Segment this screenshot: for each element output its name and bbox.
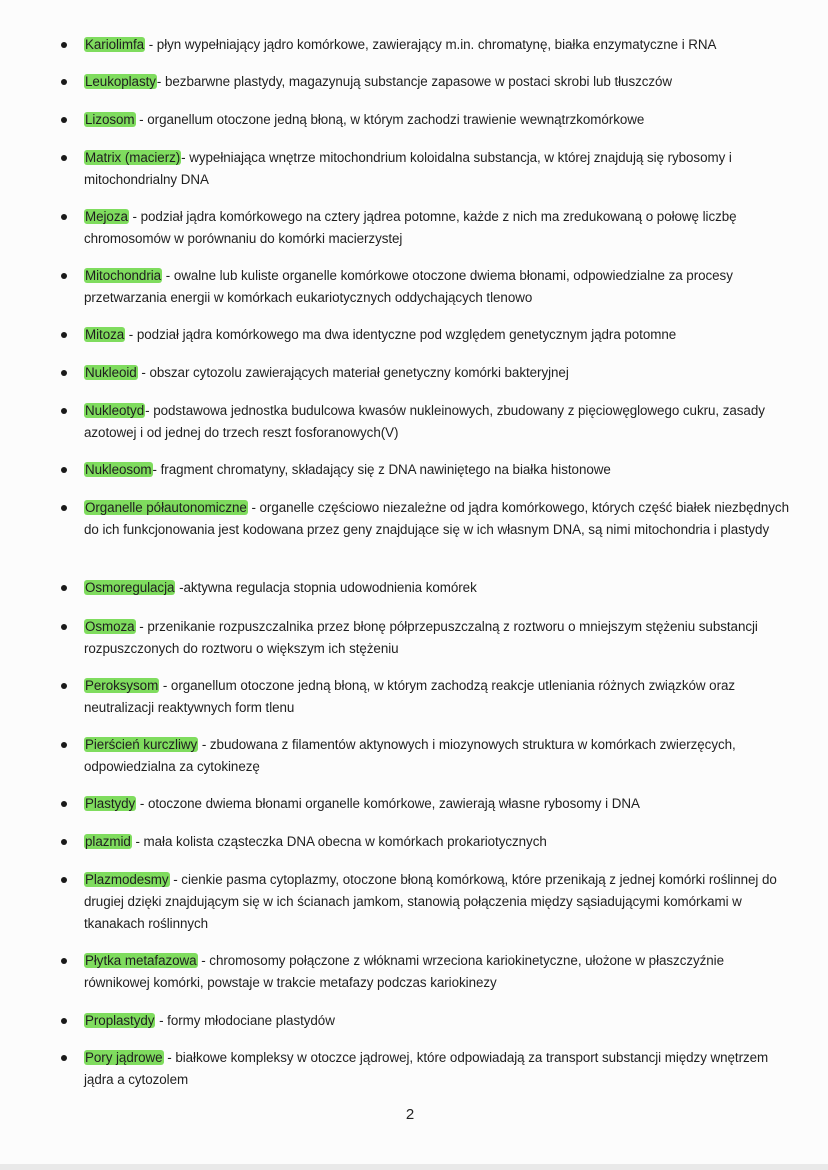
glossary-entry-nukleoid	[84, 362, 789, 384]
glossary-entry-proplastydy	[84, 1010, 789, 1032]
term-highlight: Mejoza	[85, 209, 128, 224]
separator: -	[247, 500, 260, 515]
separator: -	[145, 37, 157, 52]
separator: -	[162, 268, 174, 283]
glossary-entry-osmoregulacja	[84, 577, 789, 599]
term-highlight: Nukleotyd	[85, 403, 145, 418]
separator: -	[197, 953, 210, 968]
term-highlight: Nukleoid	[85, 365, 137, 380]
glossary-entry-mitoza	[84, 324, 789, 346]
term-highlight: Pierścień kurczliwy	[85, 737, 198, 752]
term-highlight: Płytka metafazowa	[85, 953, 197, 968]
definition: organelle częściowo niezależne od jądra komórkowego, których część białek niezbędnych do ich funkcjonowania jest kodowana przez geny znajdujące się w ich własnym DNA, są nimi mitochondria i plastydy	[84, 500, 789, 537]
term-highlight: Osmoza	[85, 619, 135, 634]
glossary-entry-peroksysom	[84, 675, 789, 719]
definition: aktywna regulacja stopnia udowodnienia komórek	[183, 580, 477, 595]
glossary-entry-pierscien-kurczliwy	[84, 734, 789, 778]
definition: otoczone dwiema błonami organelle komórkowe, zawierają własne rybosomy i DNA	[147, 796, 640, 811]
term-highlight: Plazmodesmy	[85, 872, 169, 887]
separator: -	[169, 872, 182, 887]
glossary-entry-plazmodesmy	[84, 869, 789, 935]
separator: -	[198, 737, 210, 752]
glossary-entry-pory-jadrowe	[84, 1047, 789, 1091]
separator: -	[136, 796, 148, 811]
definition: obszar cytozolu zawierających materiał genetyczny komórki bakteryjnej	[149, 365, 569, 380]
glossary-entry-mitochondria	[84, 265, 789, 309]
glossary-entry-organelle-polautonomiczne	[84, 497, 789, 541]
term-highlight: Osmoregulacja	[85, 580, 175, 595]
term-highlight: Mitoza	[85, 327, 125, 342]
term-highlight: Proplastydy	[85, 1013, 155, 1028]
glossary-entry-lizosom	[84, 109, 789, 131]
term-highlight: Lizosom	[85, 112, 135, 127]
term-highlight: Nukleosom	[85, 462, 152, 477]
definition: podstawowa jednostka budulcowa kwasów nukleinowych, zbudowany z pięciowęglowego cukru, zasady azotowej i od jednej do trzech reszt fosforanowych(V)	[84, 403, 765, 440]
definition: cienkie pasma cytoplazmy, otoczone błoną komórkową, które przenikają z jednej komórki roślinnej do drugiej dzięki znajdującym się w ich ścianach jamkom, stanowią połączenia między sąsiadującymi komórkami w tkanakach roślinnych	[84, 872, 777, 931]
scan-edge	[0, 1164, 828, 1170]
separator: -	[131, 834, 144, 849]
separator: -	[181, 150, 190, 165]
definition: przenikanie rozpuszczalnika przez błonę półprzepuszczalną z roztworu o mniejszym stężeniu substancji rozpuszczonych do roztworu o większym ich stężeniu	[84, 619, 758, 656]
definition: podział jądra komórkowego ma dwa identyczne pod względem genetycznym jądra potomne	[136, 327, 677, 342]
glossary-entry-osmoza	[84, 616, 789, 660]
separator: -	[163, 1050, 176, 1065]
glossary-entry-nukleosom	[84, 459, 789, 481]
glossary-entry-mejoza	[84, 206, 789, 250]
glossary-entry-matrix	[84, 147, 789, 191]
separator: -	[152, 462, 161, 477]
definition: chromosomy połączone z włóknami wrzeciona kariokinetyczne, ułożone w płaszczyźnie równikowej komórki, powstaje w trakcie metafazy podczas kariokinezy	[84, 953, 724, 990]
glossary-entry-leukoplasty	[84, 71, 789, 93]
separator: -	[135, 619, 148, 634]
definition: podział jądra komórkowego na cztery jądrea potomne, każde z nich ma zredukowaną o połowę liczbę chromosomów w porównaniu do komórki macierzystej	[84, 209, 737, 246]
definition: bezbarwne plastydy, magazynują substancje zapasowe w postaci skrobi lub tłuszczów	[165, 74, 673, 89]
separator: -	[159, 678, 171, 693]
term-highlight: Matrix (macierz)	[85, 150, 181, 165]
definition: wypełniająca wnętrze mitochondrium koloidalna substancja, w której znajdują się rybosomy i mitochondrialny DNA	[84, 150, 732, 187]
term-highlight: Leukoplasty	[85, 74, 156, 89]
definition: organellum otoczone jedną błoną, w którym zachodzi trawienie wewnątrzkomórkowe	[147, 112, 645, 127]
separator: -	[155, 1013, 168, 1028]
definition: płyn wypełniający jądro komórkowe, zawierający m.in. chromatynę, białka enzymatyczne i RNA	[156, 37, 717, 52]
definition: organellum otoczone jedną błoną, w którym zachodzą reakcje utleniania różnych związków oraz neutralizacji reaktywnych form tlenu	[84, 678, 736, 715]
separator: -	[145, 403, 154, 418]
definition: zbudowana z filamentów aktynowych i miozynowych struktura w komórkach zwierzęcych, odpowiedzialna za cytokinezę	[84, 737, 736, 774]
separator: -	[135, 112, 148, 127]
term-highlight: Kariolimfa	[85, 37, 145, 52]
separator: -	[175, 580, 184, 595]
definition: formy młodociane plastydów	[167, 1013, 335, 1028]
term-highlight: Plastydy	[85, 796, 136, 811]
definition: fragment chromatyny, składający się z DNA nawiniętego na białka histonowe	[160, 462, 611, 477]
term-highlight: Peroksysom	[85, 678, 159, 693]
definition: białkowe kompleksy w otoczce jądrowej, które odpowiadają za transport substancji między wnętrzem jądra a cytozolem	[84, 1050, 769, 1087]
separator: -	[156, 74, 166, 89]
glossary-entry-plazmid	[84, 831, 789, 853]
definition: mała kolista cząsteczka DNA obecna w komórkach prokariotycznych	[143, 834, 547, 849]
term-highlight: Mitochondria	[85, 268, 162, 283]
glossary-entry-nukleotyd	[84, 400, 789, 444]
separator: -	[125, 327, 137, 342]
page-number: 2	[405, 1106, 415, 1123]
glossary-entry-kariolimfa	[84, 34, 789, 56]
separator: -	[128, 209, 141, 224]
term-highlight: Pory jądrowe	[85, 1050, 163, 1065]
glossary-entry-plastydy	[84, 793, 789, 815]
term-highlight: plazmid	[85, 834, 131, 849]
term-highlight: Organelle półautonomiczne	[85, 500, 247, 515]
separator: -	[137, 365, 150, 380]
definition: owalne lub kuliste organelle komórkowe otoczone dwiema błonami, odpowiedzialne za procesy przetwarzania energii w komórkach eukariotycznych oddychających tlenowo	[84, 268, 733, 305]
glossary-entry-plytka-metafazowa	[84, 950, 789, 994]
